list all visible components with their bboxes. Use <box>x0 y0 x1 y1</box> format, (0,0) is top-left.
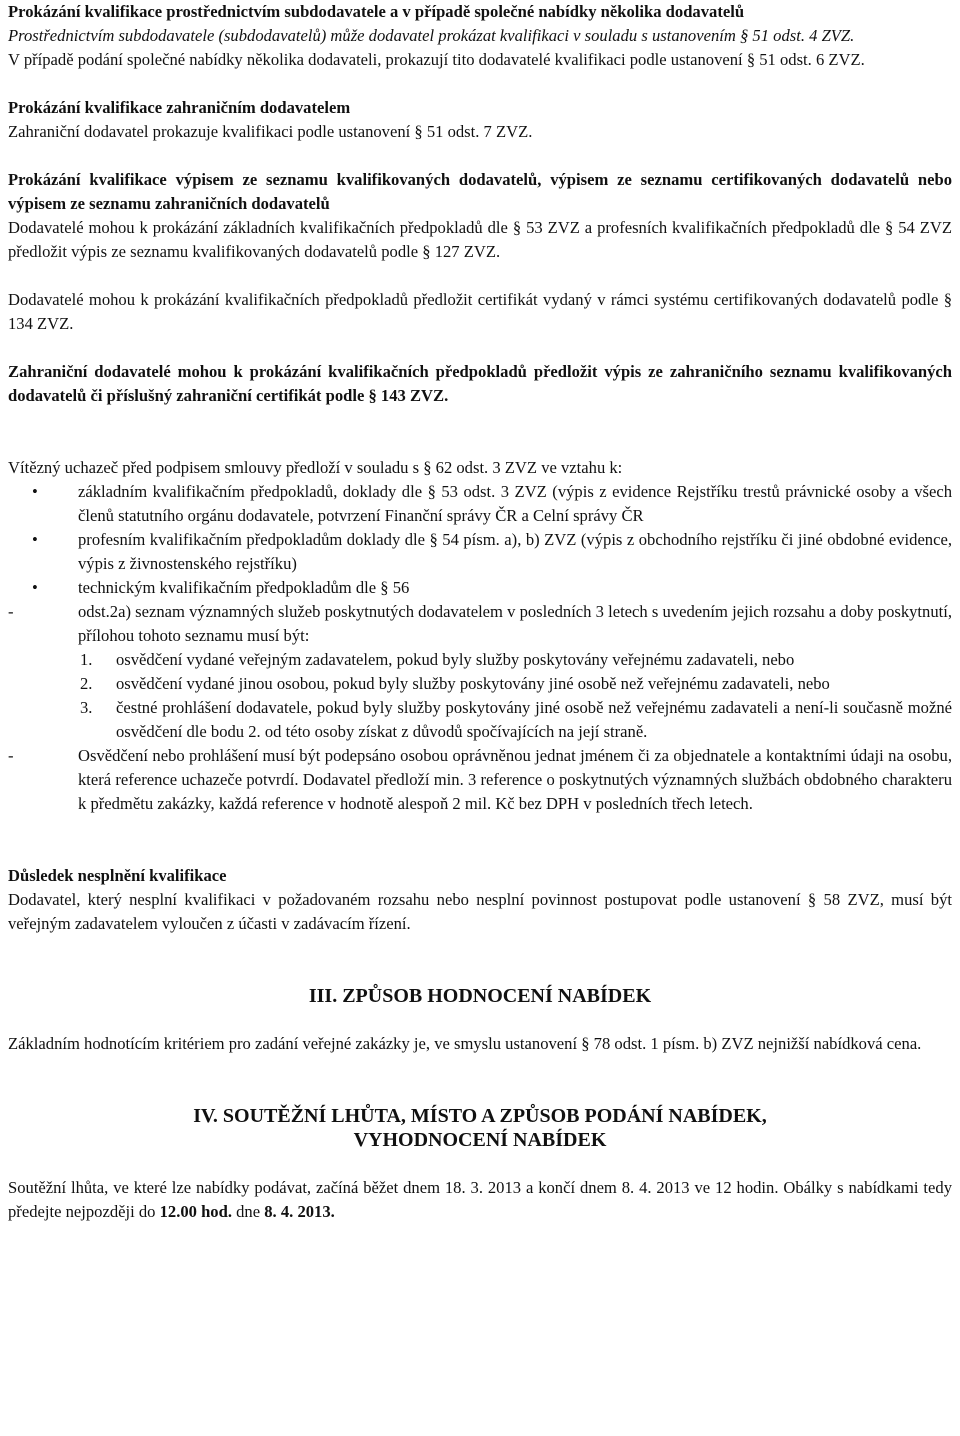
list-item: 3. čestné prohlášení dodavatele, pokud byly služby poskytovány jiné osobě než veřejnému zadavateli a není-li současně možné osvědčení dle bodu 2. od této osoby získat z důvodů spočívajících na její straně. <box>80 698 952 741</box>
paragraph: Vítězný uchazeč před podpisem smlouvy předloží v souladu s § 62 odst. 3 ZVZ ve vztahu k: <box>8 458 623 477</box>
section-title: Důsledek nesplnění kvalifikace <box>8 866 227 885</box>
section-qualified-lists <box>8 168 952 408</box>
section-heading: VYHODNOCENÍ NABÍDEK <box>353 1129 607 1151</box>
dash-item: - Osvědčení nebo prohlášení musí být podepsáno osobou oprávněnou jednat jménem či za objednatele a kontaktními údaji na osobu, která reference uchazeče potvrdí. Dodavatel předloží min. 3 reference o poskytnutých významných službách obdobného charakteru k předmětu zakázky, každá reference v hodnotě alespoň 2 mil. Kč bez DPH v posledních třech letech. <box>8 746 952 813</box>
section-deadline <box>8 1104 952 1224</box>
paragraph: V případě podání společné nabídky několika dodavateli, prokazují tito dodavatelé kvalifikaci podle ustanovení § 51 odst. 6 ZVZ. <box>8 50 865 69</box>
section-heading: III. ZPŮSOB HODNOCENÍ NABÍDEK <box>308 985 652 1007</box>
dash-item: - odst.2a) seznam významných služeb poskytnutých dodavatelem v posledních 3 letech s uvedením jejich rozsahu a doby poskytnutí, přílohou tohoto seznamu musí být: <box>8 602 952 645</box>
section-consequence <box>8 864 952 936</box>
bullet-icon: • <box>32 530 38 549</box>
item-number: 1. <box>80 650 93 669</box>
paragraph: Základním hodnotícím kritériem pro zadání veřejné zakázky je, ve smyslu ustanovení § 78 odst. 1 písm. b) ZVZ nejnižší nabídková cena. <box>8 1034 922 1053</box>
list-item: • základním kvalifikačním předpokladů, doklady dle § 53 odst. 3 ZVZ (výpis z evidence Rejstříku trestů právnické osoby a všech členů statutního orgánu dodavatele, potvrzení Finanční správy ČR a Celní správy ČR <box>32 482 952 525</box>
section-title: Prokázání kvalifikace prostřednictvím subdodavatele a v případě společné nabídky několika dodavatelů <box>8 2 745 21</box>
deadline-time: 12.00 hod. <box>159 1202 232 1221</box>
numbered-list <box>8 648 952 744</box>
paragraph: Dodavatel, který nesplní kvalifikaci v požadovaném rozsahu nebo nesplní povinnost postupovat podle ustanovení § 58 ZVZ, musí být veřejným zadavatelem vyloučen z účasti v zadávacím řízení. <box>8 890 952 933</box>
section-evaluation <box>8 984 952 1056</box>
bullet-icon: • <box>32 578 38 597</box>
deadline-date: 8. 4. 2013. <box>264 1202 335 1221</box>
paragraph: Zahraniční dodavatel prokazuje kvalifikaci podle ustanovení § 51 odst. 7 ZVZ. <box>8 122 533 141</box>
paragraph: Zahraniční dodavatelé mohou k prokázání kvalifikačních předpokladů předložit výpis ze zahraničního seznamu kvalifikovaných dodavatelů či příslušný zahraniční certifikát podle § 143 ZVZ. <box>8 362 952 405</box>
list-item: • technickým kvalifikačním předpokladům dle § 56 <box>8 576 952 600</box>
section-heading: IV. SOUTĚŽNÍ LHŮTA, MÍSTO A ZPŮSOB PODÁNÍ NABÍDEK, <box>193 1105 767 1127</box>
bullet-icon: • <box>32 482 38 501</box>
paragraph: Soutěžní lhůta, ve které lze nabídky podávat, začíná běžet dnem 18. 3. 2013 a končí dnem 8. 4. 2013 ve 12 hodin. Obálky s nabídkami tedy předejte nejpozději do 12.00 hod. dne 8. 4. 2013. <box>8 1178 952 1221</box>
section-subcontractor <box>8 0 952 72</box>
section-title: Prokázání kvalifikace výpisem ze seznamu kvalifikovaných dodavatelů, výpisem ze seznamu certifikovaných dodavatelů nebo výpisem ze seznamu zahraničních dodavatelů <box>8 170 952 213</box>
section-foreign-supplier <box>8 96 952 144</box>
bullet-list <box>8 480 952 600</box>
list-item: 1. osvědčení vydané veřejným zadavatelem, pokud byly služby poskytovány veřejnému zadavateli, nebo <box>8 648 952 672</box>
section-title: Prokázání kvalifikace zahraničním dodavatelem <box>8 98 351 117</box>
dash-marker: - <box>8 746 14 765</box>
dash-marker: - <box>8 602 14 621</box>
paragraph: Dodavatelé mohou k prokázání kvalifikačních předpokladů předložit certifikát vydaný v rámci systému certifikovaných dodavatelů podle § 134 ZVZ. <box>8 290 952 333</box>
item-number: 3. <box>80 698 93 717</box>
section-winning-bidder <box>8 456 952 816</box>
item-number: 2. <box>80 674 93 693</box>
paragraph: Prostřednictvím subdodavatele (subdodavatelů) může dodavatel prokázat kvalifikaci v souladu s ustanovením § 51 odst. 4 ZVZ. <box>8 26 855 45</box>
paragraph: Dodavatelé mohou k prokázání základních kvalifikačních předpokladů dle § 53 ZVZ a profesních kvalifikačních předpokladů dle § 54 ZVZ předložit výpis ze seznamu kvalifikovaných dodavatelů podle § 127 ZVZ. <box>8 218 952 261</box>
list-item: • profesním kvalifikačním předpokladům doklady dle § 54 písm. a), b) ZVZ (výpis z obchodního rejstříku či jiné obdobné evidence, výpis z živnostenského rejstříku) <box>32 530 952 573</box>
list-item: 2. osvědčení vydané jinou osobou, pokud byly služby poskytovány jiné osobě než veřejnému zadavateli, nebo <box>8 672 952 696</box>
